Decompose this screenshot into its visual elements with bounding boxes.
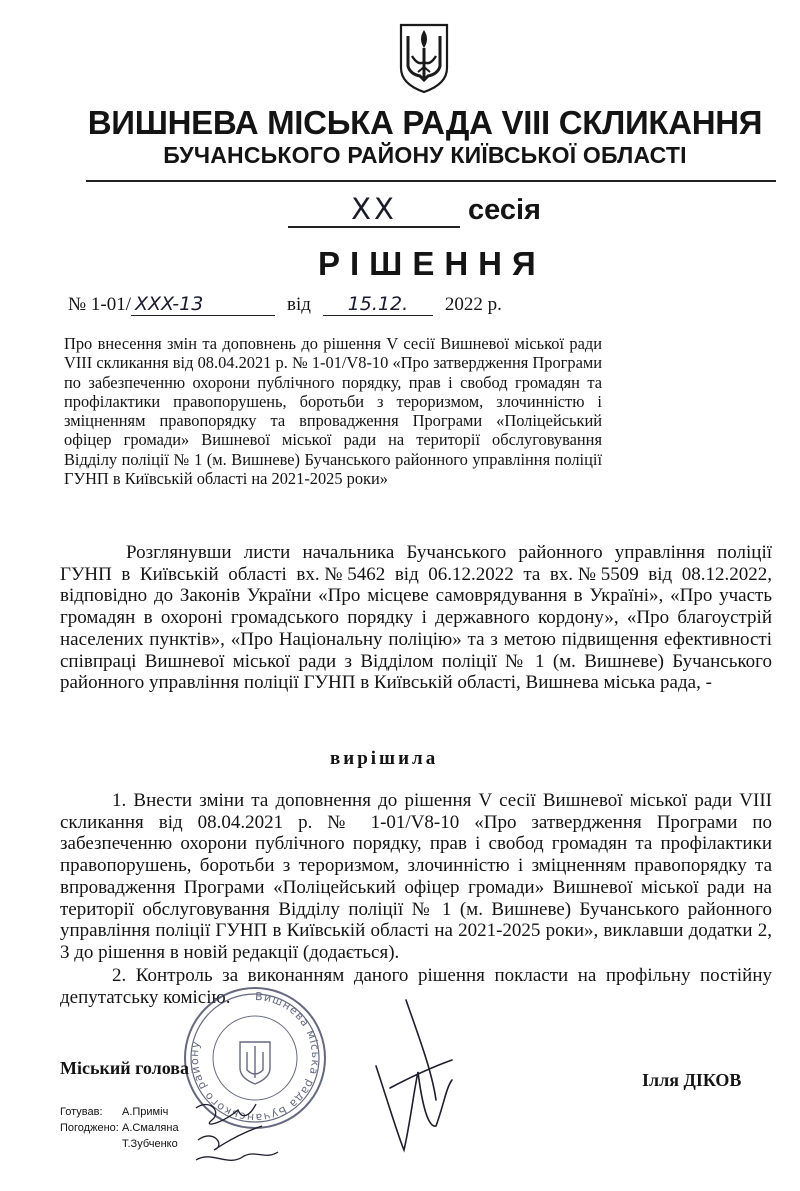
decision-subject: Про внесення змін та доповнень до рішення V сесії Вишневої міської ради VIII скликання від 08.04.2021 р. № 1-01/V8-10 «Про затвердження Програми по забезпеченню охорони публічного порядку, прав і свобод громадян та профілактики правопорушень, боротьби з тероризмом, злочинністю і зміцненням правопорядку та впровадження Програми «Поліцейський офіцер громади» Вишневої міської ради на території обслуговування Відділу поліції № 1 (м. Вишневе) Бучанського районного управління поліції ГУНП в Київській області на 2021-2025 роки»	[64, 334, 602, 489]
session-number-handwritten: XX	[288, 192, 460, 228]
decree-number-handwritten: XXX-13	[131, 293, 275, 316]
mayor-name: Ілля ДІКОВ	[642, 1070, 742, 1090]
decree-date-handwritten: 15.12.	[323, 293, 433, 316]
council-name: ВИШНЕВА МІСЬКА РАДА VIII СКЛИКАННЯ	[87, 104, 763, 141]
decree-year: 2022 р.	[444, 294, 502, 315]
prepared-by: А.Приміч	[122, 1106, 169, 1118]
council-district: БУЧАНСЬКОГО РАЙОНУ КИЇВСЬКОЇ ОБЛАСТІ	[163, 142, 687, 168]
decided-heading: вирішила	[330, 748, 439, 769]
session-label: сесія	[468, 194, 541, 226]
mayor-position: Міський голова	[60, 1058, 189, 1078]
decree-number-prefix: № 1-01/	[68, 294, 131, 315]
decree-number-line	[68, 293, 502, 316]
decree-date-word: від	[286, 294, 311, 315]
agreed-label: Погоджено:	[60, 1122, 119, 1134]
decision-item-2: 2. Контроль за виконанням даного рішення покласти на профільну постійну депутатську комісію.	[60, 965, 772, 1008]
agreed-by-2: Т.Зубченко	[122, 1138, 178, 1150]
approval-footer	[60, 1104, 179, 1152]
agreed-by-1: А.Смаляна	[122, 1122, 179, 1134]
session-line	[288, 192, 541, 228]
svg-text:Вишнева міська рада Бучанськог: Вишнева міська рада Бучанського району	[187, 989, 323, 1125]
document-title: РІШЕННЯ	[318, 245, 546, 282]
header-divider	[86, 180, 776, 182]
trident-coat-of-arms-icon	[398, 22, 450, 94]
prepared-label: Готував:	[60, 1106, 103, 1118]
preamble-paragraph: Розглянувши листи начальника Бучанського районного управління поліції ГУНП в Київській області вх.№5462 від 06.12.2022 та вх.№5509 від 08.12.2022, відповідно до Законів України «Про місцеве самоврядування в Україні», «Про участь громадян в охороні громадського порядку і державного кордону», «Про благоустрій населених пунктів», «Про Національну поліцію» та з метою підвищення ефективності співпраці Вишневої міської ради з Відділом поліції № 1 (м. Вишневе) Бучанського районного управління поліції ГУНП в Київській області, Вишнева міська рада, -	[60, 542, 772, 694]
official-seal-stamp	[180, 982, 330, 1134]
decision-item-1: 1. Внести зміни та доповнення до рішення V сесії Вишневої міської ради VIII скликання від 08.04.2021 р. № 1-01/V8-10 «Про затвердження Програми по забезпеченню охорони публічного порядку, прав і свобод громадян та профілактики правопорушень, боротьби з тероризмом, злочинністю і зміцненням правопорядку та впровадження Програми «Поліцейський офіцер громади» Вишневої міської ради на території обслуговування Відділу поліції № 1 (м. Вишневе) Бучанського районного управління поліції ГУНП в Київській області на 2021-2025 роки», виклавши додатки 2, 3 до рішення в новій редакції (додається).	[60, 790, 772, 963]
